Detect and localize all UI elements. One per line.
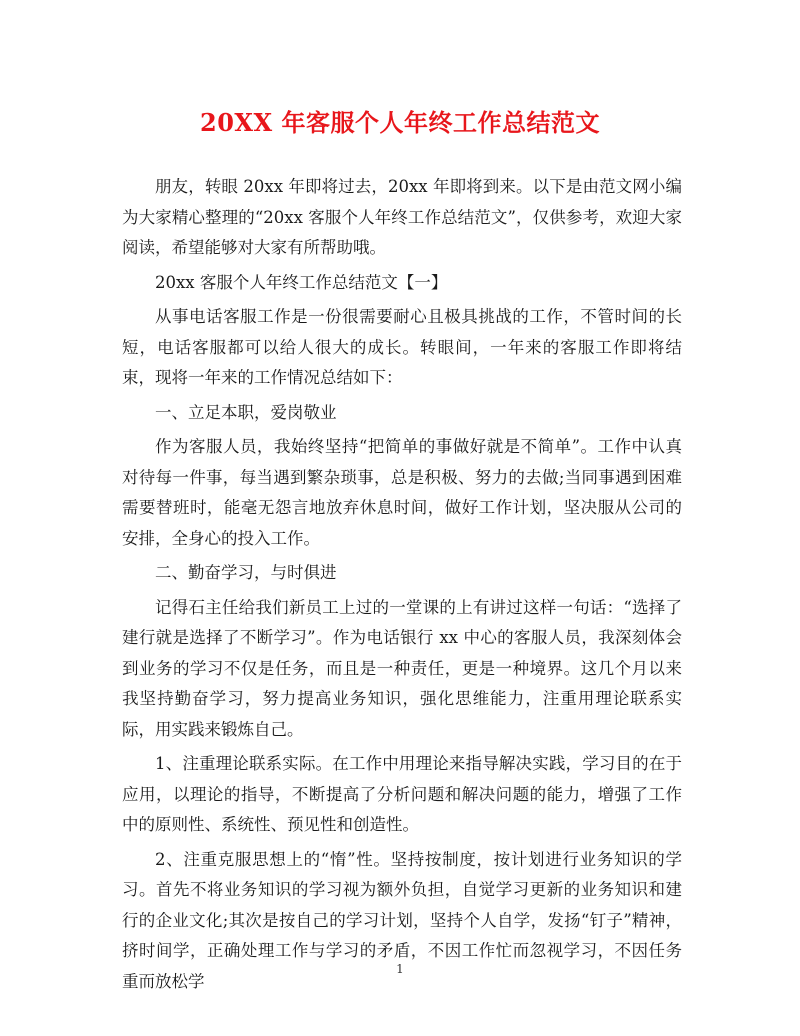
paragraph-opening: 从事电话客服工作是一份很需要耐心且极具挑战的工作，不管时间的长短，电话客服都可以给人很大的成长。转眼间，一年来的客服工作即将结束，现将一年来的工作情况总结如下： bbox=[122, 307, 682, 387]
paragraph-heading-one: 一、立足本职，爱岗敬业 bbox=[155, 402, 337, 422]
paragraph-point-one: 1、注重理论联系实际。在工作中用理论来指导解决实践，学习目的在于应用，以理论的指导，不断提高了分析问题和解决问题的能力，增强了工作中的原则性、系统性、预见性和创造性。 bbox=[122, 754, 682, 834]
paragraph-intro: 朋友，转眼 20xx 年即将过去，20xx 年即将到来。以下是由范文网小编为大家精心整理的“20xx 客服个人年终工作总结范文”，仅供参考，欢迎大家阅读，希望能够对大家有所帮助哦。 bbox=[122, 177, 682, 257]
page-number: 1 bbox=[396, 962, 404, 976]
document-title: 20XX 年客服个人年终工作总结范文 bbox=[200, 108, 600, 137]
paragraph-heading-two: 二、勤奋学习，与时俱进 bbox=[155, 563, 337, 582]
paragraph-section-heading: 20xx 客服个人年终工作总结范文【一】 bbox=[155, 272, 448, 292]
paragraph-dedication: 作为客服人员，我始终坚持“把简单的事做好就是不简单”。工作中认真对待每一件事，每当遇到繁杂琐事，总是积极、努力的去做;当同事遇到困难需要替班时，能毫无怨言地放弃休息时间，做好工作计划，坚决服从公司的安排，全身心的投入工作。 bbox=[122, 437, 682, 548]
document-body bbox=[122, 172, 682, 997]
paragraph-learning: 记得石主任给我们新员工上过的一堂课的上有讲过这样一句话：“选择了建行就是选择了不断学习”。作为电话银行 xx 中心的客服人员，我深刻体会到业务的学习不仅是任务，而且是一种责任，更是一种境界。这几个月以来我坚持勤奋学习，努力提高业务知识，强化思维能力，注重用理论联系实际，用实践来锻炼自己。 bbox=[122, 597, 682, 739]
paragraph-point-two: 2、注重克服思想上的“惰”性。坚持按制度，按计划进行业务知识的学习。首先不将业务知识的学习视为额外负担，自觉学习更新的业务知识和建行的企业文化;其次是按自己的学习计划，坚持个人自学，发扬“钉子”精神，挤时间学，正确处理工作与学习的矛盾，不因工作忙而忽视学习，不因任务重而放松学 bbox=[122, 849, 682, 991]
